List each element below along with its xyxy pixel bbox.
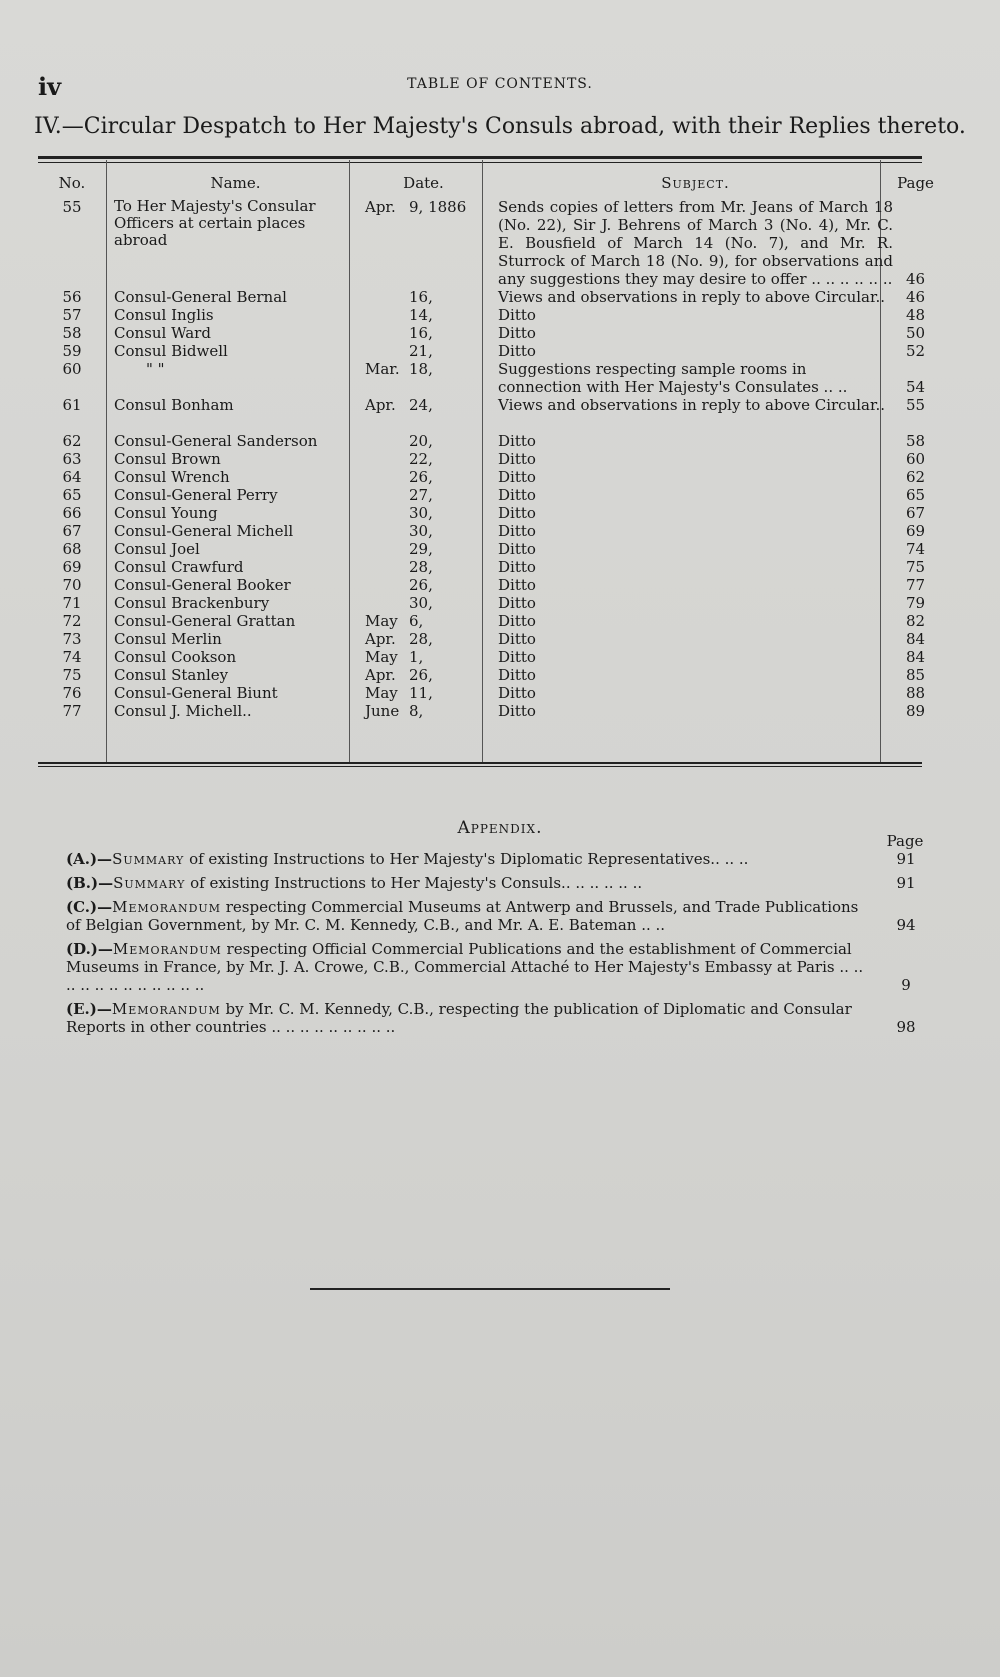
row-spacer	[38, 414, 938, 432]
row-subject: Ditto	[498, 612, 536, 630]
row-date-month: Mar.	[365, 360, 400, 378]
appendix-item-text: respecting Commercial Museums at Antwerp and Brussels, and Trade Publications of Belgian Government, by Mr. C. M. Kennedy, C.B., and Mr. A. E. Bateman .. ..	[66, 898, 859, 934]
row-name: Consul Ward	[114, 324, 211, 342]
table-row	[38, 468, 938, 486]
row-date-month	[357, 450, 409, 468]
row-name: Consul-General Sanderson	[114, 432, 318, 450]
row-date-day: 9, 1886	[409, 198, 467, 216]
row-date-month	[357, 342, 409, 360]
row-date-day: 30,	[409, 504, 433, 522]
row-subject: Ditto	[498, 522, 536, 540]
appendix-item-label: (A.)—	[66, 850, 113, 868]
column-header-page: Page	[897, 174, 934, 192]
table-header-row	[38, 168, 938, 198]
row-number: 67	[62, 522, 82, 540]
row-date-month: May	[365, 648, 398, 666]
row-subject: Ditto	[498, 648, 536, 666]
appendix-item-kind: Summary	[113, 874, 186, 892]
row-number: 56	[62, 288, 82, 306]
row-date	[357, 648, 490, 666]
row-date-month	[357, 486, 409, 504]
appendix-item-page: 91	[896, 850, 916, 868]
table-row	[38, 198, 938, 288]
section-title: IV.—Circular Despatch to Her Majesty's Consuls abroad, with their Replies thereto.	[34, 114, 966, 139]
row-subject: Ditto	[498, 684, 536, 702]
row-subject: Ditto	[498, 702, 536, 720]
closing-rule	[310, 1288, 670, 1290]
row-subject: Views and observations in reply to above Circular..	[498, 288, 886, 306]
appendix-item	[66, 874, 926, 892]
row-number: 68	[62, 540, 82, 558]
row-number: 63	[62, 450, 82, 468]
appendix-item-kind: Summary	[112, 850, 185, 868]
row-date-day: 26,	[409, 666, 433, 684]
row-date	[357, 504, 490, 522]
row-name: Consul Wrench	[114, 468, 230, 486]
appendix-item-kind: Memorandum	[112, 898, 221, 916]
appendix-title: Appendix.	[457, 818, 543, 838]
row-number: 76	[62, 684, 82, 702]
row-date	[357, 486, 490, 504]
contents-table	[38, 168, 938, 720]
row-date-month: Apr.	[365, 666, 396, 684]
row-date-day: 26,	[409, 468, 433, 486]
row-number: 58	[62, 324, 82, 342]
table-row	[38, 306, 938, 324]
appendix-page-label: Page	[886, 832, 924, 850]
row-number: 71	[62, 594, 82, 612]
row-number: 73	[62, 630, 82, 648]
row-name: Consul-General Biunt	[114, 684, 278, 702]
appendix-item-label: (B.)—	[66, 874, 114, 892]
row-date	[357, 450, 490, 468]
table-bottom-rule	[38, 762, 922, 764]
row-name: Consul-General Michell	[114, 522, 294, 540]
table-row	[38, 432, 938, 450]
row-number: 65	[62, 486, 82, 504]
table-row	[38, 396, 938, 414]
row-date	[357, 468, 490, 486]
row-date-day: 8,	[409, 702, 424, 720]
row-number: 64	[62, 468, 82, 486]
table-row	[38, 540, 938, 558]
row-name: Consul Bidwell	[114, 342, 228, 360]
row-date-month	[357, 540, 409, 558]
appendix-item-label: (C.)—	[66, 898, 113, 916]
appendix-item-text: respecting Official Commercial Publications and the establishment of Commercial Museums in France, by Mr. J. A. Crowe, C.B., Commercial Attaché to Her Majesty's Embassy at Paris .. .. .. .. .. .. .. .. .. .. .. ..	[66, 940, 864, 994]
row-date-month: May	[365, 684, 398, 702]
row-name: Consul-General Bernal	[114, 288, 287, 306]
appendix-item-kind: Memorandum	[112, 940, 222, 958]
row-page: 85	[905, 666, 926, 684]
row-date-month	[357, 324, 409, 342]
row-date	[357, 306, 490, 324]
row-subject: Ditto	[498, 306, 536, 324]
row-number: 77	[62, 702, 82, 720]
row-date-month: May	[365, 612, 398, 630]
top-rule-thin	[38, 162, 922, 163]
table-row	[38, 684, 938, 702]
row-name: Consul-General Booker	[114, 576, 291, 594]
appendix-item-page: 94	[896, 916, 916, 934]
appendix-item-kind: Memorandum	[111, 1000, 221, 1018]
row-date-month	[357, 576, 409, 594]
row-page: 79	[905, 594, 926, 612]
row-date-day: 1,	[409, 648, 424, 666]
row-date-day: 14,	[409, 306, 433, 324]
row-page: 75	[905, 558, 926, 576]
row-date-month	[357, 432, 409, 450]
table-row	[38, 450, 938, 468]
row-date-month	[357, 468, 409, 486]
row-page: 58	[905, 432, 926, 450]
row-subject: Ditto	[498, 594, 536, 612]
table-row	[38, 360, 938, 396]
row-page: 82	[905, 612, 926, 630]
row-date-month	[357, 288, 409, 306]
row-subject: Ditto	[498, 324, 536, 342]
row-page: 60	[905, 450, 926, 468]
row-date	[357, 198, 490, 288]
row-page: 84	[905, 648, 926, 666]
row-subject: Suggestions respecting sample rooms in connection with Her Majesty's Consulates .. ..	[498, 360, 848, 396]
row-name: To Her Majesty's Consular Officers at certain places abroad	[114, 198, 316, 249]
table-row	[38, 648, 938, 666]
row-date-day: 26,	[409, 576, 433, 594]
top-rule	[38, 156, 922, 159]
row-date	[357, 324, 490, 342]
row-date	[357, 342, 490, 360]
row-date-day: 18,	[409, 360, 433, 378]
row-number: 66	[62, 504, 82, 522]
row-date-month	[357, 306, 409, 324]
row-date	[357, 396, 490, 414]
row-date-day: 16,	[409, 324, 433, 342]
row-date-day: 16,	[409, 288, 433, 306]
row-date-day: 24,	[409, 396, 433, 414]
appendix-list	[66, 850, 926, 1042]
row-name: Consul Crawfurd	[114, 558, 244, 576]
table-row	[38, 504, 938, 522]
row-number: 57	[62, 306, 82, 324]
row-subject: Ditto	[498, 576, 536, 594]
appendix-item-page: 9	[901, 976, 911, 994]
row-number: 62	[62, 432, 82, 450]
table-row	[38, 522, 938, 540]
row-subject: Ditto	[498, 540, 536, 558]
row-subject: Ditto	[498, 432, 536, 450]
row-name: Consul Brown	[114, 450, 221, 468]
row-date	[357, 612, 490, 630]
row-name: Consul-General Perry	[114, 486, 278, 504]
row-number: 75	[62, 666, 82, 684]
row-subject: Views and observations in reply to above Circular..	[498, 396, 886, 414]
row-date-day: 6,	[409, 612, 424, 630]
table-row	[38, 576, 938, 594]
row-subject: Ditto	[498, 342, 536, 360]
appendix-item-label: (D.)—	[66, 940, 113, 958]
row-name: Consul Stanley	[114, 666, 229, 684]
row-date	[357, 666, 490, 684]
row-date-month	[357, 558, 409, 576]
column-header-date: Date.	[403, 174, 444, 192]
appendix-item-text: of existing Instructions to Her Majesty's Diplomatic Representatives.. .. ..	[189, 850, 749, 868]
running-header	[0, 72, 1000, 101]
row-date-month: Apr.	[365, 396, 396, 414]
appendix-item	[66, 898, 926, 934]
row-name: Consul Joel	[114, 540, 200, 558]
table-bottom-rule-thin	[38, 766, 922, 767]
row-page: 50	[905, 324, 926, 342]
row-date	[357, 558, 490, 576]
row-page: 89	[905, 702, 926, 720]
row-page: 46	[905, 288, 926, 306]
row-date-month	[357, 594, 409, 612]
row-date-day: 30,	[409, 594, 433, 612]
row-page: 77	[905, 576, 926, 594]
row-number: 69	[62, 558, 82, 576]
row-subject: Sends copies of letters from Mr. Jeans of March 18 (No. 22), Sir J. Behrens of March 3 (No. 4), Mr. C. E. Bousfield of March 14 (No. 7), and Mr. R. Sturrock of March 18 (No. 9), for observations and any suggestions they may desire to offer .. .. .. .. .. ..	[498, 198, 893, 288]
row-page: 69	[905, 522, 926, 540]
table-row	[38, 324, 938, 342]
row-number: 59	[62, 342, 82, 360]
row-page: 55	[905, 396, 926, 414]
row-name: Consul J. Michell..	[114, 702, 252, 720]
row-name: Consul Cookson	[114, 648, 237, 666]
row-page: 74	[905, 540, 926, 558]
row-subject: Ditto	[498, 630, 536, 648]
row-name: Consul Bonham	[114, 396, 234, 414]
row-date-day: 30,	[409, 522, 433, 540]
row-date	[357, 432, 490, 450]
row-page: 52	[905, 342, 926, 360]
appendix-item	[66, 850, 926, 868]
row-name: " "	[146, 360, 165, 378]
table-row	[38, 612, 938, 630]
table-row	[38, 594, 938, 612]
row-subject: Ditto	[498, 666, 536, 684]
table-row	[38, 288, 938, 306]
row-date	[357, 684, 490, 702]
row-page: 62	[905, 468, 926, 486]
table-row	[38, 630, 938, 648]
page-numeral: iv	[38, 72, 62, 101]
row-subject: Ditto	[498, 504, 536, 522]
row-number: 60	[62, 360, 82, 378]
appendix-item-text: by Mr. C. M. Kennedy, C.B., respecting the publication of Diplomatic and Consular Reports in other countries .. .. .. .. .. .. .. .. ..	[66, 1000, 852, 1036]
row-page: 67	[905, 504, 926, 522]
row-date	[357, 594, 490, 612]
row-page: 48	[905, 306, 926, 324]
appendix-item-label: (E.)—	[66, 1000, 112, 1018]
row-date-day: 22,	[409, 450, 433, 468]
appendix-item-page: 98	[896, 1018, 916, 1036]
row-date	[357, 630, 490, 648]
column-header-name: Name.	[210, 174, 261, 192]
row-date-month: Apr.	[365, 198, 396, 216]
row-page: 54	[905, 378, 926, 396]
row-date-day: 28,	[409, 558, 433, 576]
row-name: Consul Brackenbury	[114, 594, 270, 612]
row-subject: Ditto	[498, 450, 536, 468]
row-subject: Ditto	[498, 558, 536, 576]
row-date	[357, 522, 490, 540]
row-date-month: Apr.	[365, 630, 396, 648]
row-subject: Ditto	[498, 486, 536, 504]
table-row	[38, 666, 938, 684]
row-name: Consul Inglis	[114, 306, 214, 324]
table-row	[38, 342, 938, 360]
row-page: 84	[905, 630, 926, 648]
row-page: 46	[905, 270, 926, 288]
appendix-item-text: of existing Instructions to Her Majesty's Consuls.. .. .. .. .. ..	[190, 874, 643, 892]
row-date-day: 21,	[409, 342, 433, 360]
row-date-day: 28,	[409, 630, 433, 648]
row-date-day: 29,	[409, 540, 433, 558]
row-date	[357, 360, 490, 396]
row-name: Consul-General Grattan	[114, 612, 296, 630]
row-date-day: 20,	[409, 432, 433, 450]
table-row	[38, 486, 938, 504]
row-date-month	[357, 522, 409, 540]
row-number: 61	[62, 396, 82, 414]
row-number: 70	[62, 576, 82, 594]
column-header-no: No.	[58, 174, 86, 192]
appendix-item	[66, 1000, 926, 1036]
row-page: 88	[905, 684, 926, 702]
row-date-month: June	[365, 702, 400, 720]
appendix-item-page: 91	[896, 874, 916, 892]
row-number: 55	[62, 198, 82, 216]
row-subject: Ditto	[498, 468, 536, 486]
row-number: 72	[62, 612, 82, 630]
table-row	[38, 702, 938, 720]
row-date-day: 27,	[409, 486, 433, 504]
row-date-month	[357, 504, 409, 522]
row-date-day: 11,	[409, 684, 433, 702]
table-row	[38, 558, 938, 576]
row-date	[357, 576, 490, 594]
row-name: Consul Merlin	[114, 630, 222, 648]
row-date	[357, 540, 490, 558]
running-title: TABLE OF CONTENTS.	[407, 76, 593, 92]
row-date	[357, 702, 490, 720]
row-name: Consul Young	[114, 504, 218, 522]
row-page: 65	[905, 486, 926, 504]
appendix-item	[66, 940, 926, 994]
column-header-subject: Subject.	[661, 174, 730, 192]
row-number: 74	[62, 648, 82, 666]
row-date	[357, 288, 490, 306]
